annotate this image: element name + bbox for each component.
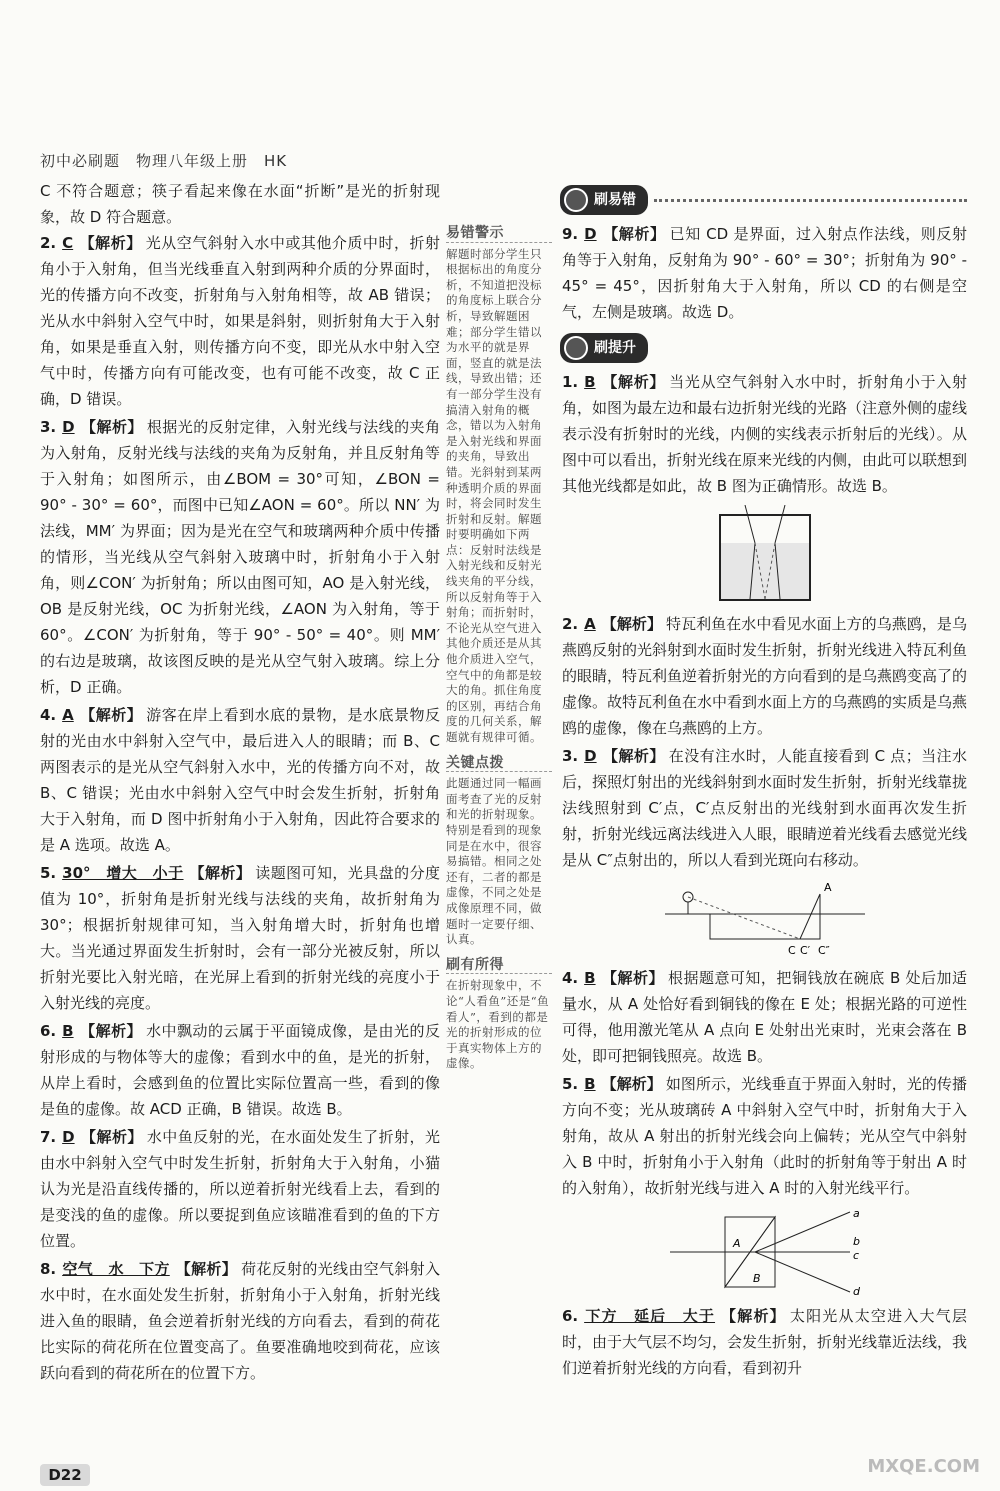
item-tag: 【解析】 [79,234,142,252]
item-tag: 【解析】 [601,1075,662,1093]
label-d: d [852,1285,860,1297]
note-title: 刷有所得 [446,958,552,975]
item-ans: B [584,373,596,391]
item-num: 2. [40,234,57,252]
item-num: 8. [40,1260,57,1278]
answer-item [40,1018,440,1122]
item-ans: C [62,234,74,252]
item-tag: 【解析】 [80,1128,143,1146]
item-num: 7. [40,1128,57,1146]
item-tag: 【解析】 [175,1260,238,1278]
item-tag: 【解析】 [601,969,664,987]
item-text: 荷花反射的光线由空气斜射入水中时，在水面处发生折射，折射角小于入射角，折射光线进入鱼的眼睛，鱼会逆着折射光线的方向看去，看到的荷花比实际的荷花所在位置变高了。鱼要准确地咬到荷花，应该跃向看到的荷花所在的位置下方。 [40,1260,440,1382]
item-tag: 【解析】 [79,706,143,724]
item-ans: 下方 延后 大于 [584,1307,716,1325]
dotted-rule [654,199,967,202]
item-text: 当光从空气斜射入水中时，折射角小于入射角，如图为最左边和最右边折射光线的光路（注意外侧的虚线表示没有折射时的光线，内侧的实线表示折射后的光线）。从图中可以看出，折射光线在原来光线的内侧，由此可以联想到其他光线都是如此，故 B 图为正确情形。故选 B。 [562,373,968,495]
item-tag: 【解析】 [189,864,252,882]
item-ans: 30° 增大 小于 [62,864,184,882]
note-block [446,756,552,948]
note-title: 关键点拨 [446,756,552,773]
note-text: 此题通过同一幅画面考查了光的反射和光的折射现象。特别是看到的现象同是在水中，很容易搞错。相同之处还有，二者的都是虚像，不同之处是成像原理不同，做题时一定要仔细、认真。 [446,776,542,947]
answer-item [562,369,967,499]
item-text: 游客在岸上看到水底的景物，是水底景物反射的光由水中斜射入空气中，最后进入人的眼睛；而 B、C 两图表示的是光从空气斜射入水中，光的传播方向不对，故 B、C 错误；光由水中斜射入空气中时会发生折射，折射角大于入射角，而 D 图中折射角小于入射角，因此符合要求的是 A 选项。故选 A。 [40,706,440,854]
item-num: 4. [562,969,579,987]
item-text: 读题图可知，光具盘的分度值为 10°，折射角是折射光线与法线的夹角，故折射角为 30°；根据折射规律可知，当入射角增大时，折射角也增大。当光通过界面发生折射时，会有一部分光被反射，所以折射光要比入射光暗，在光屏上看到的折射光线的亮度小于入射光线的亮度。 [40,864,440,1012]
item-tag: 【解析】 [721,1307,786,1325]
answer-item [40,702,440,858]
item-num: 6. [562,1307,579,1325]
item-num: 1. [562,373,579,391]
beaker-figure [710,505,820,605]
answer-item-9: 9. D 【解析】 已知 CD 是界面，过入射点作法线，则反射角等于入射角，反射角为 90° - 60° = 30°；折射角为 90° - 45° = 45°，因折射角大于入射角，所以 CD 的右侧是空气，左侧是玻璃。故选 D。 [562,225,967,321]
note-title: 易错警示 [446,226,552,243]
label-C1: C′ [799,944,810,957]
item-tag: 【解析】 [80,418,143,436]
item-ans: B [584,969,596,987]
pool-figure [660,879,870,959]
page-header: 初中必刷题 物理八年级上册 HK [40,152,288,170]
answer-item [562,1071,967,1201]
answer-item [40,1256,440,1386]
item-ans: A [62,706,74,724]
section-header-easy-errors [560,185,967,215]
item-tag: 【解析】 [79,1022,143,1040]
item-text: 根据题意可知，把铜钱放在碗底 B 处后加适量水，从 A 处恰好看到铜钱的像在 E 处；根据光路的可逆性可得，他用激光笔从 A 点向 E 处射出光束时，光束会落在 B 处，即可把铜钱照亮。故选 B。 [562,969,967,1065]
label-A: A [823,881,832,894]
item-ans: D [62,418,75,436]
item-num: 3. [40,418,57,436]
badge-icon [564,336,588,360]
label-B: B [752,1272,761,1285]
item-num: 3. [562,747,579,765]
right-column [562,185,967,1383]
answer-item [40,230,440,412]
page-number: D22 [40,1464,90,1486]
item-num: 5. [562,1075,579,1093]
item-text: 在没有注水时，人能直接看到 C 点；当注水后，探照灯射出的光线斜射到水面时发生折射，折射光线靠拢法线照射到 C′点，C′点反射出的光线射到水面再次发生折射，折射光线远离法线进入人眼，眼睛逆着光线看去感觉光线是从 C″点射出的，所以人看到光斑向右移动。 [562,747,968,869]
item-num: 5. [40,864,57,882]
item-num: 2. [562,615,579,633]
answer-item [40,1124,440,1254]
section-badge: 刷提升 [560,333,648,363]
watermark: MXQE.COM [867,1456,980,1477]
item-text: 太阳光从太空进入大气层时，由于大气层不均匀，会发生折射，折射光线靠近法线，我们逆着折射光线的方向看，看到初升 [562,1307,968,1377]
answer-item [562,611,967,741]
badge-icon [564,188,588,212]
label-C: C [787,944,796,957]
section-header-improve [560,333,967,363]
label-a: a [852,1207,860,1220]
note-text: 解题时部分学生只根据标出的角度分析，不知道把没标的角度标上联合分析，导致解题困难；部分学生错以为水平的就是界面，竖直的就是法线，导致出错；还有一部分学生没有搞清入射角的概念，错以为入射角是入射光线和界面的夹角，导致出错。光斜射到某两种透明介质的界面时，将会同时发生折射和反射。解题时要明确如下两点：反射时法线是入射光线和反射光线夹角的平分线，所以反射角等于入射角；而折射时，不论光从空气进入其他介质还是从其他介质进入空气，空气中的角都是较大的角。抓住角度的区别，再结合角度的几何关系，解题就有规律可循。 [446,246,542,744]
answer-item [562,1303,967,1381]
item-ans: A [584,615,596,633]
note-text: 在折射现象中，不论“人看鱼”还是“鱼看人”，看到的都是光的折射形成的位于真实物体上方的虚像。 [446,978,550,1071]
item-ans: B [584,1075,596,1093]
answer-item [562,743,967,873]
glass-prism-figure [665,1207,865,1297]
item-num: 6. [40,1022,57,1040]
intro-text: C 不符合题意；筷子看起来像在水面“折断”是光的折射现象，故 D 符合题意。 [40,182,440,226]
item-ans: B [62,1022,74,1040]
item-ans: D [62,1128,75,1146]
item-tag: 【解析】 [601,373,666,391]
label-b: b [852,1235,860,1248]
item-num: 4. [40,706,57,724]
section-badge: 刷易错 [560,185,648,215]
note-block [446,958,552,1072]
side-notes [446,218,552,1082]
item-text: 根据光的反射定律，入射光线与法线的夹角为入射角，反射光线与法线的夹角为反射角，并且反射角等于入射角；如图所示，由∠BOM = 30°可知，∠BON = 90° - 30° = 60°，而图中已知∠AON = 60°。所以 NN′ 为法线，MM′ 为界面；因为是光在空气和玻璃两种介质中传播的情形，当光线从空气斜射入玻璃中时，折射角小于入射角，则∠CON′ 为折射角；所以由图可知，AO 是入射光线，OB 是反射光线，OC 为折射光线，∠AON 为入射角，等于 60°。∠CON′ 为折射角，等于 90° - 50° = 40°。则 MM′ 的右边是玻璃，故该图反映的是光从空气射入玻璃。综上分析，D 正确。 [40,418,440,696]
label-A: A [732,1237,741,1250]
item-tag: 【解析】 [602,747,665,765]
left-column [40,178,440,1388]
item-text: 特瓦利鱼在水中看见水面上方的乌燕鸥，是乌燕鸥反射的光斜射到水面时发生折射，折射光线进入特瓦利鱼的眼睛，特瓦利鱼逆着折射光的方向看到的是乌燕鸥变高了的虚像。故特瓦利鱼在水中看到水面上方的乌燕鸥的实质是乌燕鸥的虚像，像在乌燕鸥的上方。 [562,615,968,737]
item-text: 如图所示，光线垂直于界面入射时，光的传播方向不变；光从玻璃砖 A 中斜射入空气中时，折射角大于入射角，故从 A 射出的折射光线会向上偏转；光从空气中斜射入 B 中时，折射角小于入射角（此时的折射角等于射出 A 时的入射角），故折射光线与进入 A 时的入射光线平行。 [562,1075,967,1197]
label-C2: C″ [817,944,830,957]
item-text: 水中鱼反射的光，在水面处发生了折射，光由水中斜射入空气中时发生折射，折射角大于入射角，小猫认为光是沿直线传播的，所以逆着折射光线看上去，看到的是变浅的鱼的虚像。所以要捉到鱼应该瞄准看到的鱼的下方位置。 [40,1128,440,1250]
item-text: 光从空气斜射入水中或其他介质中时，折射角小于入射角，但当光线垂直入射到两种介质的分界面时，光的传播方向不改变，折射角与入射角相等，故 AB 错误；光从水中斜射入空气中时，如果是斜射，则折射角大于入射角，如果是垂直入射，则传播方向不变，即光从水中射入空气中时，传播方向有可能改变，也有可能不改变，故 C 正确，D 错误。 [40,234,440,408]
note-block [446,226,552,746]
label-c: c [852,1249,859,1262]
item-text: 水中飘动的云属于平面镜成像，是由光的反射形成的与物体等大的虚像；看到水中的鱼，是光的折射，从岸上看时，会感到鱼的位置比实际位置高一些，看到的像是鱼的虚像。故 ACD 正确，B 错误。故选 B。 [40,1022,440,1118]
item-ans: 空气 水 下方 [62,1260,170,1278]
answer-item [40,860,440,1016]
item-tag: 【解析】 [601,615,663,633]
answer-item [40,414,440,700]
item-ans: D [584,747,597,765]
answer-item [562,965,967,1069]
